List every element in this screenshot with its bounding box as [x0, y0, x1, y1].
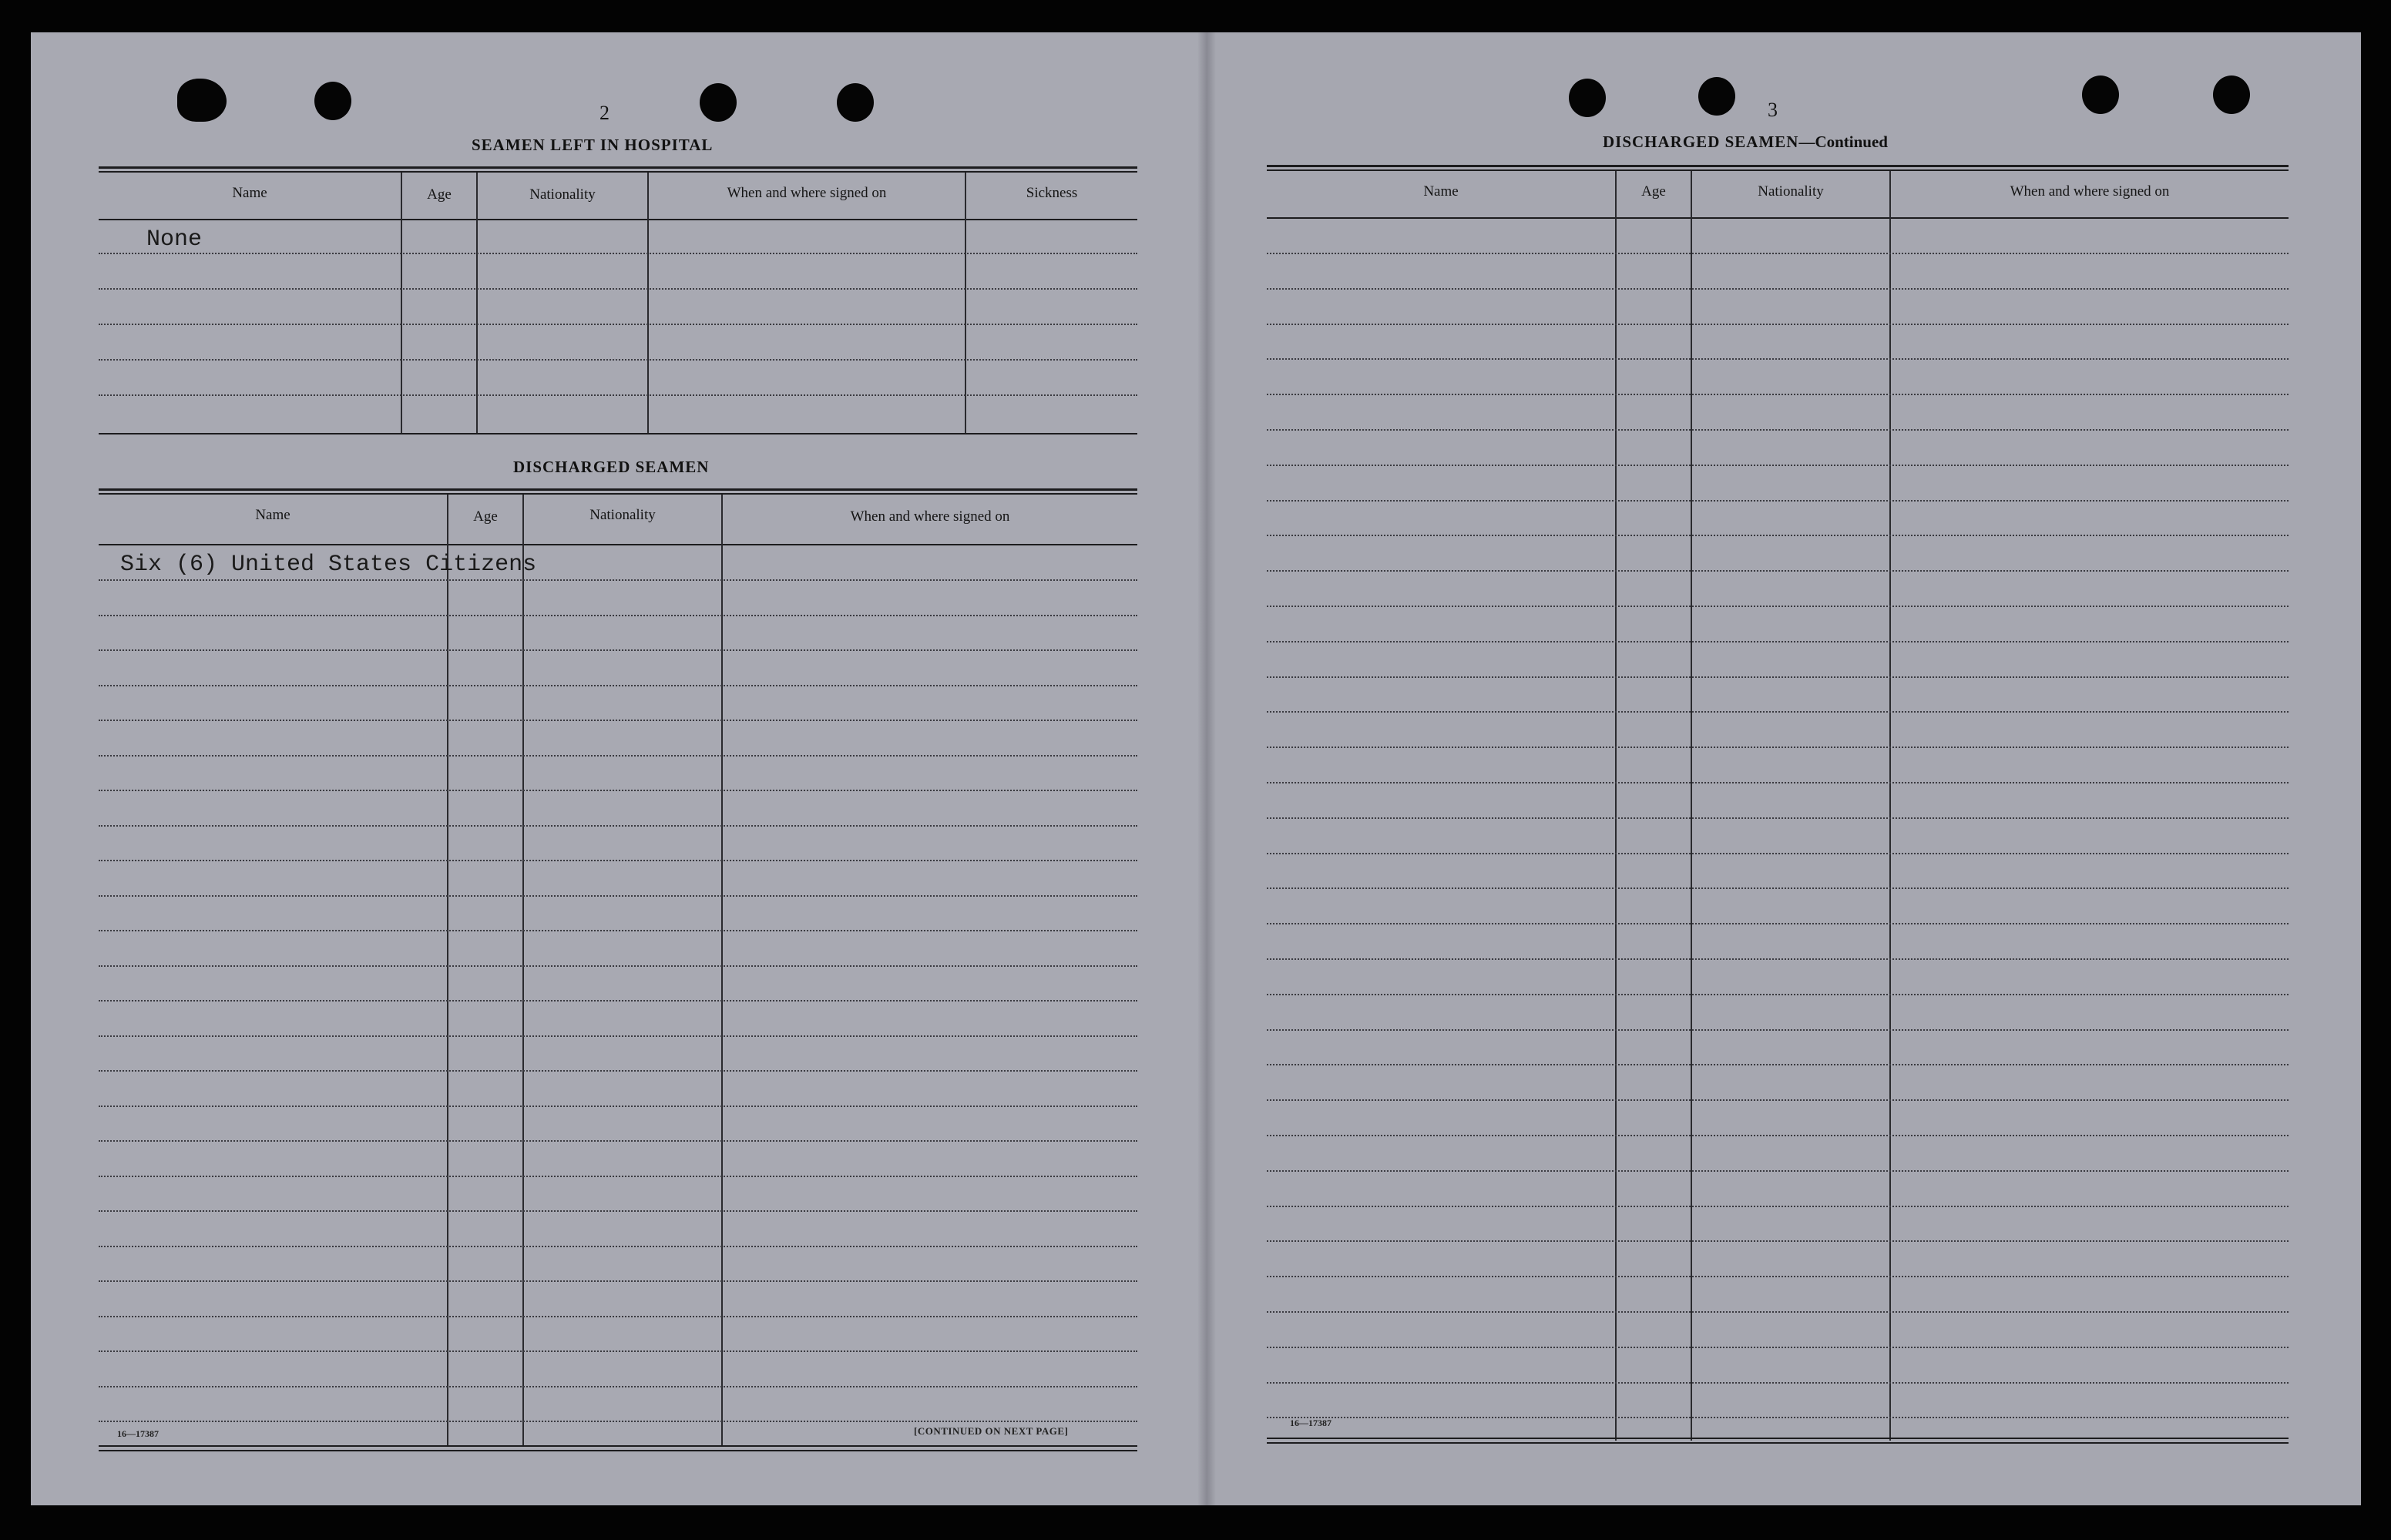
column-header: Sickness	[1026, 185, 1078, 201]
row-line	[1267, 535, 2289, 536]
column-header: Age	[1641, 183, 1666, 200]
row-line	[1267, 288, 2289, 290]
row-line	[99, 579, 1137, 581]
row-line	[99, 1070, 1137, 1072]
row-line	[99, 394, 1137, 396]
row-line	[99, 860, 1137, 861]
row-line	[1267, 1347, 2289, 1348]
column-divider	[522, 495, 524, 1447]
row-line	[1267, 253, 2289, 254]
punch-hole	[1698, 77, 1735, 116]
row-line	[99, 1106, 1137, 1107]
column-header: When and where signed on	[727, 185, 887, 201]
row-line	[99, 649, 1137, 651]
continued-note: [CONTINUED ON NEXT PAGE]	[914, 1425, 1069, 1437]
column-header: When and where signed on	[850, 508, 1010, 525]
column-header: Age	[473, 508, 498, 525]
row-line	[99, 720, 1137, 721]
column-divider	[1691, 171, 1692, 1441]
row-line	[1267, 1382, 2289, 1384]
right-page	[1207, 32, 2361, 1505]
table-top-rule	[1267, 165, 2289, 167]
form-number: 16—17387	[1290, 1418, 1332, 1428]
section-title-text: DISCHARGED SEAMEN	[1603, 133, 1799, 151]
row-line	[99, 755, 1137, 757]
page-number: 2	[599, 102, 610, 124]
column-header: When and where signed on	[2010, 183, 2170, 200]
header-rule	[1267, 217, 2289, 219]
row-line	[1267, 1206, 2289, 1207]
row-line	[1267, 782, 2289, 783]
section-title-suffix: —Continued	[1798, 133, 1888, 151]
row-line	[99, 1246, 1137, 1247]
row-line	[99, 359, 1137, 361]
table-bottom-rule	[99, 433, 1137, 434]
row-line	[1267, 923, 2289, 924]
row-line	[1267, 1029, 2289, 1031]
row-line	[1267, 1311, 2289, 1313]
row-line	[1267, 1064, 2289, 1065]
row-line	[1267, 358, 2289, 360]
punch-hole	[177, 79, 227, 122]
row-line	[1267, 817, 2289, 819]
row-line	[1267, 1276, 2289, 1277]
row-line	[99, 895, 1137, 897]
row-line	[99, 790, 1137, 791]
section-title-discharged-continued	[1603, 133, 1888, 152]
row-line	[99, 1280, 1137, 1282]
row-line	[99, 930, 1137, 931]
column-divider	[447, 495, 448, 1447]
row-line	[99, 1000, 1137, 1002]
column-header: Name	[232, 185, 267, 201]
section-title-discharged: DISCHARGED SEAMEN	[513, 458, 710, 476]
table-top-rule	[99, 171, 1137, 173]
table-top-rule	[99, 493, 1137, 495]
column-header: Name	[1423, 183, 1459, 200]
hospital-entry: None	[146, 226, 203, 253]
row-line	[1267, 500, 2289, 502]
page-number: 3	[1768, 99, 1778, 121]
table-top-rule	[1267, 169, 2289, 171]
row-line	[1267, 465, 2289, 466]
row-line	[1267, 429, 2289, 431]
row-line	[99, 1350, 1137, 1352]
column-divider	[1615, 171, 1617, 1441]
row-line	[1267, 958, 2289, 960]
table-bottom-rule	[99, 1445, 1137, 1447]
table-bottom-rule	[1267, 1442, 2289, 1444]
punch-hole	[2213, 75, 2250, 114]
row-line	[99, 1210, 1137, 1212]
row-line	[99, 615, 1137, 616]
table-bottom-rule	[1267, 1438, 2289, 1439]
row-line	[1267, 994, 2289, 995]
row-line	[1267, 1135, 2289, 1136]
row-line	[99, 1140, 1137, 1142]
row-line	[99, 1386, 1137, 1387]
row-line	[99, 685, 1137, 686]
row-line	[99, 288, 1137, 290]
row-line	[1267, 1099, 2289, 1101]
row-line	[99, 1176, 1137, 1177]
page-fold	[1197, 32, 1216, 1505]
row-line	[1267, 641, 2289, 643]
row-line	[1267, 606, 2289, 607]
row-line	[1267, 1170, 2289, 1172]
column-header: Age	[427, 186, 452, 203]
row-line	[1267, 711, 2289, 713]
form-number: 16—17387	[117, 1428, 159, 1439]
section-title-hospital: SEAMEN LEFT IN HOSPITAL	[472, 136, 714, 154]
row-line	[1267, 1417, 2289, 1418]
header-rule	[99, 219, 1137, 220]
table-bottom-rule	[99, 1450, 1137, 1451]
table-top-rule	[99, 166, 1137, 169]
row-line	[1267, 676, 2289, 678]
row-line	[1267, 887, 2289, 889]
row-line	[99, 324, 1137, 325]
row-line	[1267, 394, 2289, 395]
row-line	[99, 1421, 1137, 1422]
row-line	[99, 825, 1137, 827]
row-line	[1267, 1240, 2289, 1242]
row-line	[1267, 570, 2289, 572]
row-line	[99, 965, 1137, 967]
column-divider	[1889, 171, 1891, 1441]
row-line	[1267, 747, 2289, 748]
discharged-entry: Six (6) United States Citizens	[120, 552, 537, 578]
column-divider	[721, 495, 723, 1447]
row-line	[1267, 853, 2289, 854]
punch-hole	[1569, 79, 1606, 117]
punch-hole	[314, 82, 351, 120]
row-line	[99, 1035, 1137, 1037]
punch-hole	[837, 83, 874, 122]
column-header: Nationality	[589, 507, 656, 523]
row-line	[1267, 324, 2289, 325]
column-header: Nationality	[529, 186, 596, 203]
left-page	[31, 32, 1207, 1505]
row-line	[99, 253, 1137, 254]
row-line	[99, 1316, 1137, 1317]
column-header: Nationality	[1758, 183, 1824, 200]
column-header: Name	[255, 507, 290, 523]
punch-hole	[700, 83, 737, 122]
header-rule	[99, 544, 1137, 545]
punch-hole	[2082, 75, 2119, 114]
table-top-rule	[99, 488, 1137, 491]
